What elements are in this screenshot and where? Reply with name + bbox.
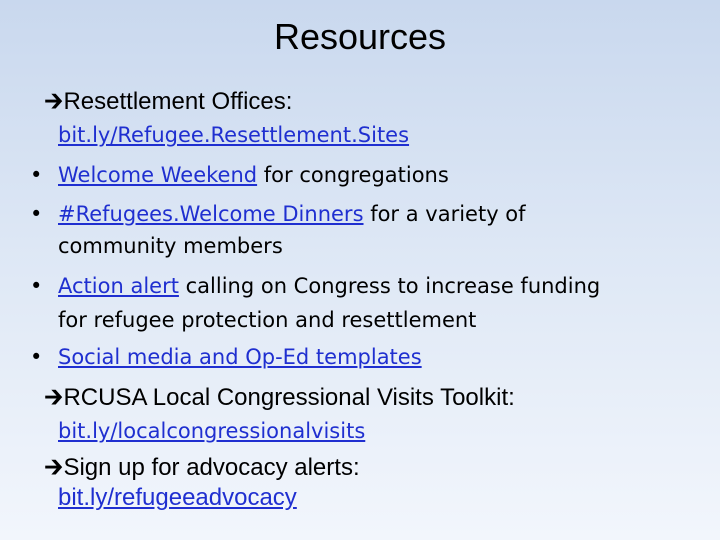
list-item [30,160,42,190]
action-alert-text: calling on Congress to increase funding [178,274,601,298]
rcusa-label: RCUSA Local Congressional Visits Toolkit: [63,384,515,411]
item-signup [44,454,360,482]
advocacy-link[interactable]: bit.ly/refugeeadvocacy [58,484,297,511]
welcome-dinners-link[interactable]: #Refugees.Welcome Dinners [58,202,364,226]
action-alert-link[interactable]: Action alert [58,274,179,298]
dot-bullet-icon: • [30,274,43,298]
arrow-bullet-icon: 🡲 [44,384,64,411]
resettlement-label: Resettlement Offices: [63,88,293,115]
welcome-dinners-text: for a variety of [363,202,526,226]
arrow-bullet-icon: 🡲 [44,454,64,481]
slide-title: Resources [273,16,447,57]
dot-bullet-icon: • [30,345,43,369]
welcome-weekend-text: for congregations [257,163,449,187]
signup-label: Sign up for advocacy alerts: [63,454,360,481]
congressional-visits-link[interactable]: bit.ly/localcongressionalvisits [58,419,366,443]
welcome-dinners-cont: community members [58,234,283,258]
dot-bullet-icon: • [30,163,43,187]
item-rcusa [44,384,515,412]
welcome-weekend-link[interactable]: Welcome Weekend [58,163,258,187]
action-alert-cont: for refugee protection and resettlement [58,308,477,332]
resettlement-sites-link[interactable]: bit.ly/Refugee.Resettlement.Sites [58,123,410,147]
dot-bullet-icon: • [30,202,43,226]
arrow-bullet-icon: 🡲 [44,88,64,115]
item-resettlement [44,88,292,116]
social-media-link[interactable]: Social media and Op-Ed templates [58,345,422,369]
